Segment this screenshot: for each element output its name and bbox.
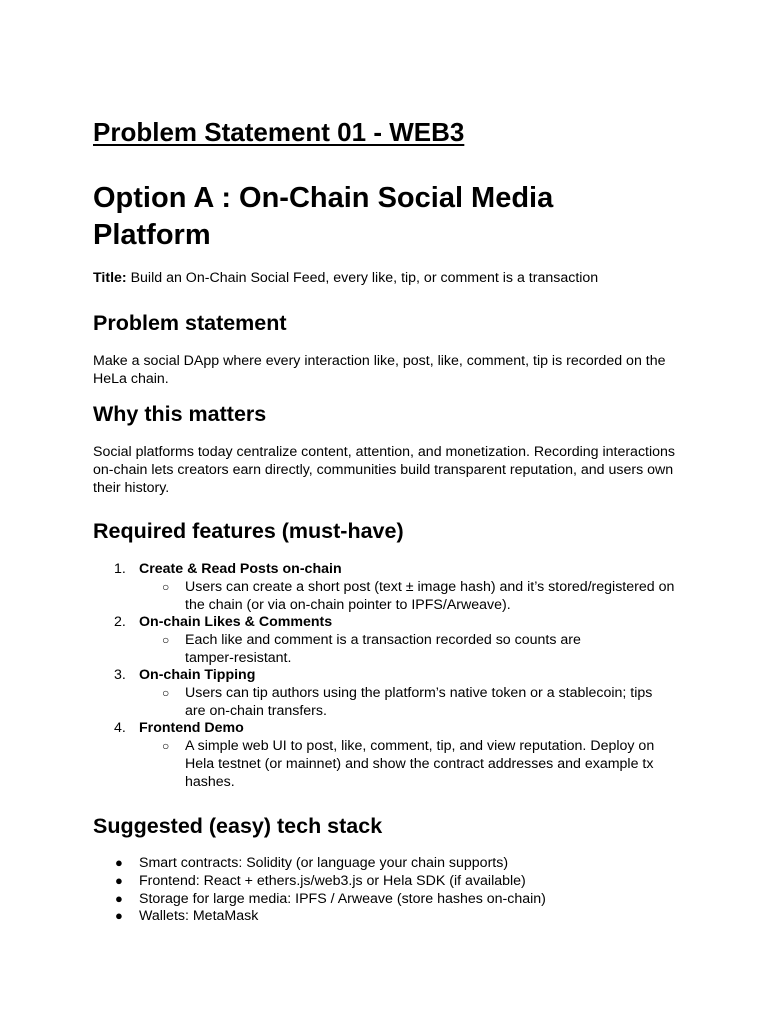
title-text: Build an On-Chain Social Feed, every like, tip, or comment is a transaction (126, 270, 599, 286)
feature-detail-text: Each like and comment is a transaction recorded so counts are tamper-resistant. (185, 632, 581, 666)
filled-bullet-icon: ● (115, 891, 123, 906)
tech-stack-item-text: Wallets: MetaMask (139, 908, 259, 924)
option-heading: Option A : On-Chain Social Media Platform (93, 182, 554, 251)
why-matters-heading: Why this matters (93, 402, 267, 426)
hollow-circle-bullet-icon: ○ (162, 686, 170, 700)
feature-number: 4. (114, 720, 126, 736)
tech-stack-item-text: Storage for large media: IPFS / Arweave (store hashes on-chain) (139, 891, 546, 907)
tech-stack-item-text: Frontend: React + ethers.js/web3.js or Hela SDK (if available) (139, 873, 526, 889)
hollow-circle-bullet-icon: ○ (162, 580, 170, 594)
feature-number: 1. (114, 561, 126, 577)
document-title: Problem Statement 01 - WEB3 (93, 117, 465, 147)
feature-title: On-chain Likes & Comments (139, 614, 333, 630)
feature-detail-text: Users can create a short post (text ± image hash) and it’s stored/registered on the chain (or via on-chain pointer to IPFS/Arweave). (185, 579, 675, 613)
feature-title: Frontend Demo (139, 720, 244, 736)
tech-stack-heading: Suggested (easy) tech stack (93, 814, 383, 838)
why-matters-body: Social platforms today centralize content, attention, and monetization. Recording interactions on-chain lets creators earn directly, communities build transparent reputation, and users own their history. (93, 444, 676, 496)
title-label: Title: (93, 270, 127, 286)
hollow-circle-bullet-icon: ○ (162, 739, 170, 753)
hollow-circle-bullet-icon: ○ (162, 633, 170, 647)
feature-detail-text: A simple web UI to post, like, comment, tip, and view reputation. Deploy on Hela testnet (or mainnet) and show the contract addresses and example tx hashes. (185, 738, 655, 790)
feature-detail-text: Users can tip authors using the platform’s native token or a stablecoin; tips are on-chain transfers. (185, 685, 653, 719)
feature-title: On-chain Tipping (139, 667, 256, 683)
tech-stack-item-text: Smart contracts: Solidity (or language your chain supports) (139, 855, 509, 871)
title-line (93, 269, 683, 287)
required-features-heading: Required features (must-have) (93, 519, 404, 543)
problem-statement-body: Make a social DApp where every interaction like, post, like, comment, tip is recorded on the HeLa chain. (93, 353, 666, 387)
filled-bullet-icon: ● (115, 855, 123, 870)
problem-statement-heading: Problem statement (93, 311, 287, 335)
feature-number: 3. (114, 667, 126, 683)
filled-bullet-icon: ● (115, 908, 123, 923)
feature-number: 2. (114, 614, 126, 630)
filled-bullet-icon: ● (115, 873, 123, 888)
feature-title: Create & Read Posts on-chain (139, 561, 342, 577)
